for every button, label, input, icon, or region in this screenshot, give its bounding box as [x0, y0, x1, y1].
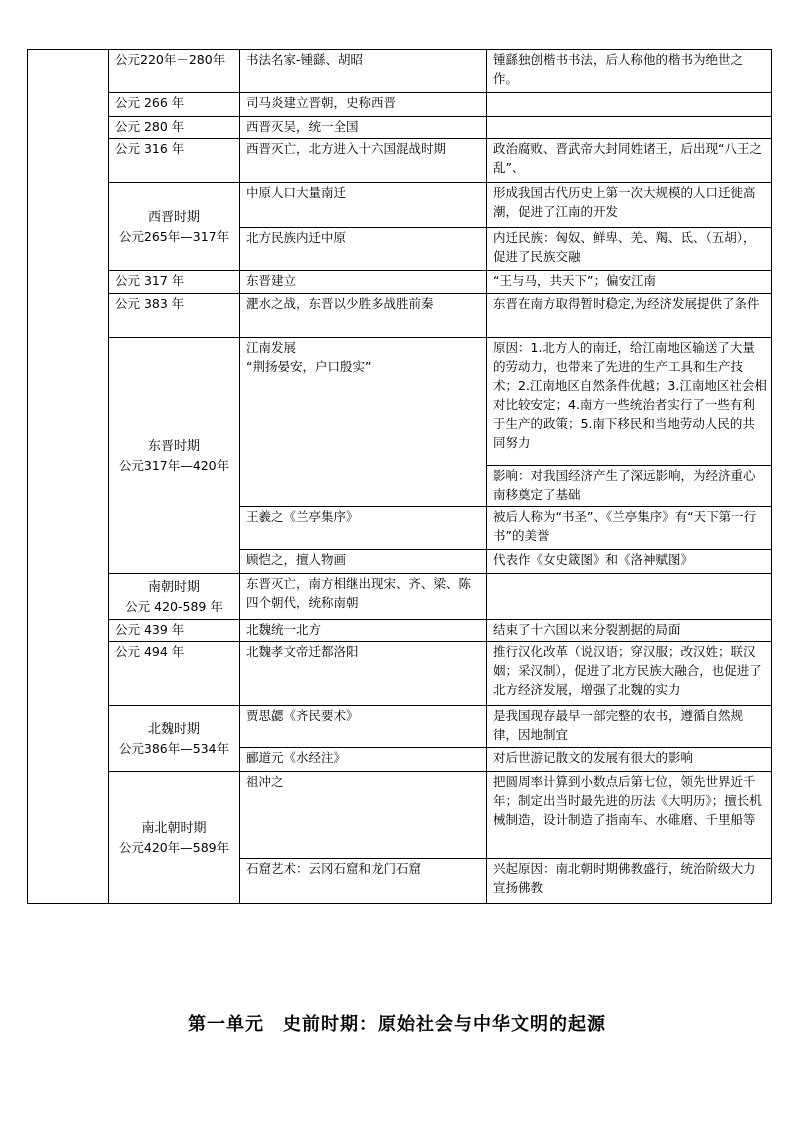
history-table: [27, 49, 772, 904]
table-row: [28, 139, 772, 183]
event-cell: 郦道元《水经注》: [240, 748, 487, 772]
event-cell: 石窟艺术：云冈石窟和龙门石窟: [240, 859, 487, 904]
event-cell: 西晋灭亡，北方进入十六国混战时期: [240, 139, 487, 183]
period-range: 公元317年—420年: [118, 457, 230, 473]
event-cell: 书法名家-锺繇、胡昭: [240, 50, 487, 93]
period-range: 公元386年—534年: [118, 740, 230, 756]
event-quote: “荆扬晏安，户口殷实”: [246, 359, 372, 374]
table-row: [28, 574, 772, 620]
event-cell: 中原人口大量南迁: [240, 183, 487, 228]
period-name: 南北朝时期: [141, 820, 207, 836]
note-cell: 形成我国古代历史上第一次大规模的人口迁徙高潮，促进了江南的开发: [487, 183, 772, 228]
period-range: 公元265年—317年: [118, 228, 230, 244]
note-cell: 原因：1.北方人的南迁，给江南地区输送了大量的劳动力，也带来了先进的生产工具和生产技术；2.江南地区自然条件优越；3.江南地区社会相对比较安定；4.南方一些统治者实行了一些有利于生产的政策；5.南下移民和当地劳动人民的共同努力: [487, 338, 772, 466]
table-row: [28, 183, 772, 228]
table-row: [28, 642, 772, 706]
period-cell: [109, 338, 240, 574]
table-row: [28, 294, 772, 338]
year-cell: 公元 317 年: [109, 271, 240, 294]
period-range: 公元 420-589 年: [125, 598, 223, 614]
table-row: [28, 50, 772, 93]
note-cell: 代表作《女史箴图》和《洛神赋图》: [487, 550, 772, 574]
period-name: 南朝时期: [147, 579, 200, 595]
year-cell: 公元 266 年: [109, 93, 240, 117]
year-cell: 公元 383 年: [109, 294, 240, 338]
note-cell: 把圆周率计算到小数点后第七位，领先世界近千年；制定出当时最先进的历法《大明历》；擅长机械制造，设计制造了指南车、水碓磨、千里船等: [487, 772, 772, 859]
event-cell: 北魏统一北方: [240, 620, 487, 642]
table-row: [28, 706, 772, 748]
section-heading: 第一单元 史前时期：原始社会与中华文明的起源: [188, 1014, 606, 1035]
period-cell: [109, 706, 240, 772]
left-margin-column: [28, 50, 109, 904]
note-cell: 结束了十六国以来分裂割据的局面: [487, 620, 772, 642]
period-name: 东晋时期: [147, 438, 200, 454]
event-cell: 王羲之《兰亭集序》: [240, 507, 487, 550]
note-cell: 被后人称为“书圣”、《兰亭集序》有“天下第一行书”的美誉: [487, 507, 772, 550]
event-cell: [240, 338, 487, 507]
period-name: 西晋时期: [147, 209, 200, 225]
year-cell: 公元220年－280年: [109, 50, 240, 93]
table-row: [28, 93, 772, 117]
period-range: 公元420年—589年: [118, 839, 230, 855]
table-row: [28, 772, 772, 859]
table-row: [28, 117, 772, 139]
note-cell: 东晋在南方取得暂时稳定,为经济发展提供了条件: [487, 294, 772, 338]
event-cell: 司马炎建立晋朝，史称西晋: [240, 93, 487, 117]
note-cell: 政治腐败、晋武帝大封同姓诸王，后出现“八王之乱”、: [487, 139, 772, 183]
period-cell: [109, 183, 240, 271]
year-cell: 公元 494 年: [109, 642, 240, 706]
event-cell: 东晋建立: [240, 271, 487, 294]
year-cell: 公元 280 年: [109, 117, 240, 139]
note-cell: 内迁民族：匈奴、鲜卑、羌、羯、氐、（五胡），促进了民族交融: [487, 228, 772, 271]
note-cell: 影响：对我国经济产生了深远影响，为经济重心南移奠定了基础: [487, 466, 772, 507]
event-cell: 祖冲之: [240, 772, 487, 859]
event-title: 江南发展: [246, 340, 297, 355]
event-cell: 顾恺之，擅人物画: [240, 550, 487, 574]
event-cell: 北魏孝文帝迁都洛阳: [240, 642, 487, 706]
note-cell: 是我国现存最早一部完整的农书，遵循自然规律，因地制宜: [487, 706, 772, 748]
year-cell: 公元 316 年: [109, 139, 240, 183]
note-cell: 锺繇独创楷书书法，后人称他的楷书为绝世之作。: [487, 50, 772, 93]
year-cell: 公元 439 年: [109, 620, 240, 642]
event-cell: 贾思勰《齐民要术》: [240, 706, 487, 748]
note-cell: 对后世游记散文的发展有很大的影响: [487, 748, 772, 772]
table-row: [28, 271, 772, 294]
note-cell: [487, 574, 772, 620]
period-cell: [109, 772, 240, 904]
period-name: 北魏时期: [147, 721, 200, 737]
event-cell: 西晋灭吴，统一全国: [240, 117, 487, 139]
note-cell: [487, 117, 772, 139]
note-cell: 推行汉化改革（说汉语；穿汉服；改汉姓；联汉姻；采汉制），促进了北方民族大融合，也促进了北方经济发展，增强了北魏的实力: [487, 642, 772, 706]
table-row: [28, 338, 772, 466]
event-cell: 东晋灭亡，南方相继出现宋、齐、梁、陈四个朝代，统称南朝: [240, 574, 487, 620]
note-cell: “王与马，共天下”；偏安江南: [487, 271, 772, 294]
event-cell: 淝水之战，东晋以少胜多战胜前秦: [240, 294, 487, 338]
period-cell: [109, 574, 240, 620]
note-cell: 兴起原因：南北朝时期佛教盛行，统治阶级大力宣扬佛教: [487, 859, 772, 904]
event-cell: 北方民族内迁中原: [240, 228, 487, 271]
table-row: [28, 620, 772, 642]
note-cell: [487, 93, 772, 117]
